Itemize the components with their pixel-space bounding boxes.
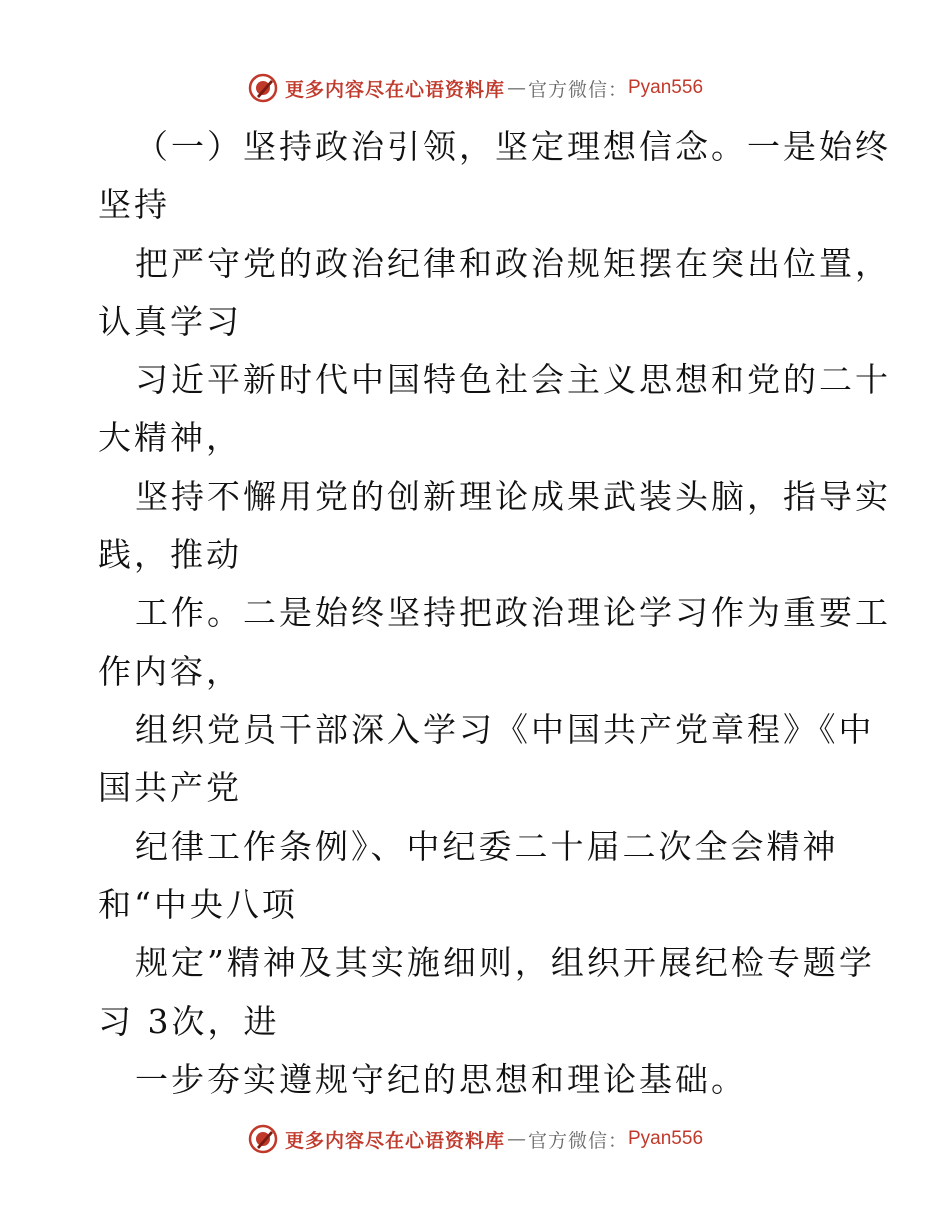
wechat-label: 官方微信： bbox=[527, 1129, 628, 1152]
text-line: 践，推动 bbox=[98, 535, 242, 574]
text-line: 把严守党的政治纪律和政治规矩摆在突出位置， bbox=[135, 244, 891, 283]
text-line: 纪律工作条例》、中纪委二十届二次全会精神 bbox=[135, 827, 839, 866]
text-line: 工作。二是始终坚持把政治理论学习作为重要工 bbox=[135, 593, 891, 632]
text-line: 坚持不懈用党的创新理论成果武装头脑，指导实 bbox=[135, 477, 891, 516]
text-line: 和“中央八项 bbox=[98, 885, 298, 924]
wechat-id: Pyan556 bbox=[628, 77, 704, 98]
text-line: 组织党员干部深入学习《中国共产党章程》《中 bbox=[135, 710, 875, 749]
text-line: （一）坚持政治引领，坚定理想信念。一是始终 bbox=[135, 127, 891, 166]
text-line: 习近平新时代中国特色社会主义思想和党的二十 bbox=[135, 360, 891, 399]
footer-watermark bbox=[0, 1119, 950, 1159]
wechat-id: Pyan556 bbox=[628, 1128, 704, 1149]
text-line: 一步夯实遵规守纪的思想和理论基础。 bbox=[135, 1060, 747, 1099]
watermark-dash: — bbox=[506, 77, 526, 99]
text-line: 大精神， bbox=[98, 418, 242, 457]
text-line: 习 3次，进 bbox=[98, 1002, 280, 1041]
text-line: 认真学习 bbox=[98, 302, 242, 341]
watermark-dash: — bbox=[506, 1128, 526, 1150]
watermark-text: 更多内容尽在心语资料库 bbox=[284, 78, 505, 101]
text-line: 坚持 bbox=[98, 185, 170, 224]
watermark-text: 更多内容尽在心语资料库 bbox=[284, 1129, 505, 1152]
text-line: 规定”精神及其实施细则，组织开展纪检专题学 bbox=[135, 943, 875, 982]
pen-logo-icon bbox=[247, 1123, 279, 1155]
text-line: 作内容， bbox=[98, 652, 242, 691]
wechat-label: 官方微信： bbox=[527, 78, 628, 101]
text-line: 国共产党 bbox=[98, 768, 242, 807]
